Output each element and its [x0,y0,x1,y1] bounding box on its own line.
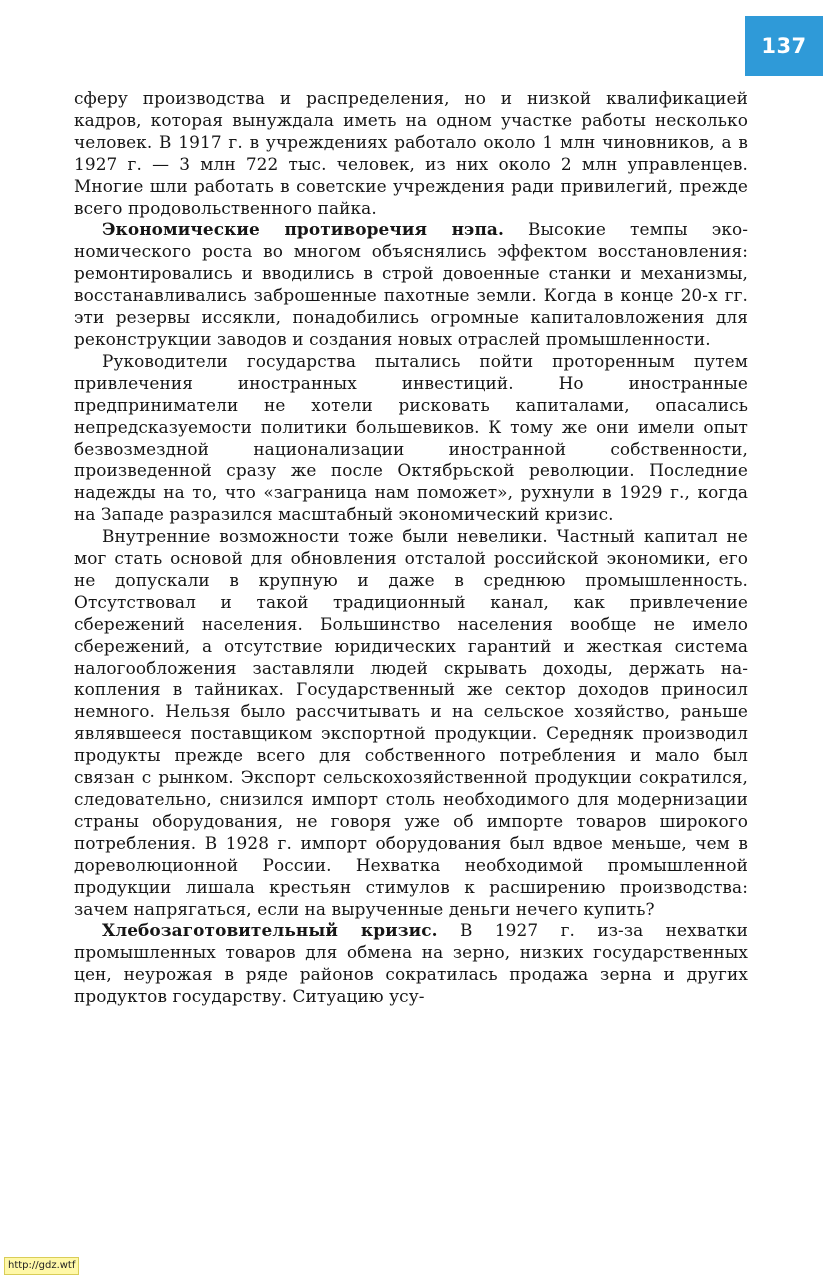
paragraph-text: Высокие темпы экономического роста во многом объяснялись эффектом восстановления: ремонтировались и вводились в строй довоенные станки и механизмы, восстанавливались заброшенные пахотные земли. Когда в конце 20-х гг. эти резервы иссякли, понадобились огромные капиталовложения для реконструкции заводов и создания новых отраслей промышленности. [74,219,748,349]
paragraph-continuation [74,88,748,219]
paragraph-text: Внутренние возможности тоже были невелики. Частный капитал не мог стать основой для обновления отсталой российской экономики, его не допускали в крупную и даже в среднюю промышленность. Отсутствовал и такой традиционный канал, как привлечение сбережений населения. Большинство населения вообще не имело сбережений, а отсутствие юридических гарантий и жесткая система налогообложения заставляли людей скрывать доходы, держать накопления в тайниках. Государственный же сектор доходов приносил немного. Нельзя было рассчитывать и на сельское хозяйство, раньше являвшееся поставщиком экспортной продукции. Середняк производил продукты прежде всего для собственного потребления и мало был связан с рынком. Экспорт сельскохозяйственной продукции сократился, следовательно, снизился импорт столь необходимого для модернизации страны оборудования, не говоря уже об импорте товаров широкого потребления. В 1928 г. импорт оборудования был вдвое меньше, чем в дореволюционной России. Нехватка необходимой промышленной продукции лишала крестьян стимулов к расширению производства: зачем напрягаться, если на вырученные деньги нечего купить? [74,526,748,919]
source-url: http://gdz.wtf [8,1260,76,1271]
paragraph-heading: Экономические противоречия нэпа. [102,219,504,240]
paragraph-economic-contradictions [74,219,748,350]
paragraph-text: сферу производства и распределения, но и низкой квалификацией кадров, которая вынуждала иметь на одном участке работы несколько человек. В 1917 г. в учреждениях работало около 1 млн чиновников, а в 1927 г. — 3 млн 722 тыс. человек, из них около 2 млн управленцев. Многие шли работать в советские учреждения ради привилегий, прежде всего продовольственного пайка. [74,88,748,218]
paragraph-grain-crisis [74,920,748,1008]
paragraph-heading: Хлебозаготовительный кризис. [102,920,438,941]
paragraph-foreign-investment [74,351,748,526]
page-number: 137 [761,34,807,58]
paragraph-text: В 1927 г. из-за нехватки промышленных товаров для обмена на зерно, низких государственных цен, неурожая в ряде районов сократилась продажа зерна и других продуктов государству. Ситуацию усу- [74,920,748,1007]
paragraph-text: Руководители государства пытались пойти проторенным путем привлечения иностранных инвестиций. Но иностранные предприниматели не хотели рисковать капиталами, опасались непредсказуемости политики большевиков. К тому же они имели опыт безвозмездной национализации иностранной собственности, произведенной сразу же после Октябрьской революции. Последние надежды на то, что «заграница нам поможет», рухнули в 1929 г., когда на Западе разразился масштабный экономический кризис. [74,350,748,525]
source-watermark [4,1257,79,1275]
page-number-badge [745,16,823,76]
page-body-text [74,88,748,1008]
paragraph-internal-resources [74,526,748,920]
